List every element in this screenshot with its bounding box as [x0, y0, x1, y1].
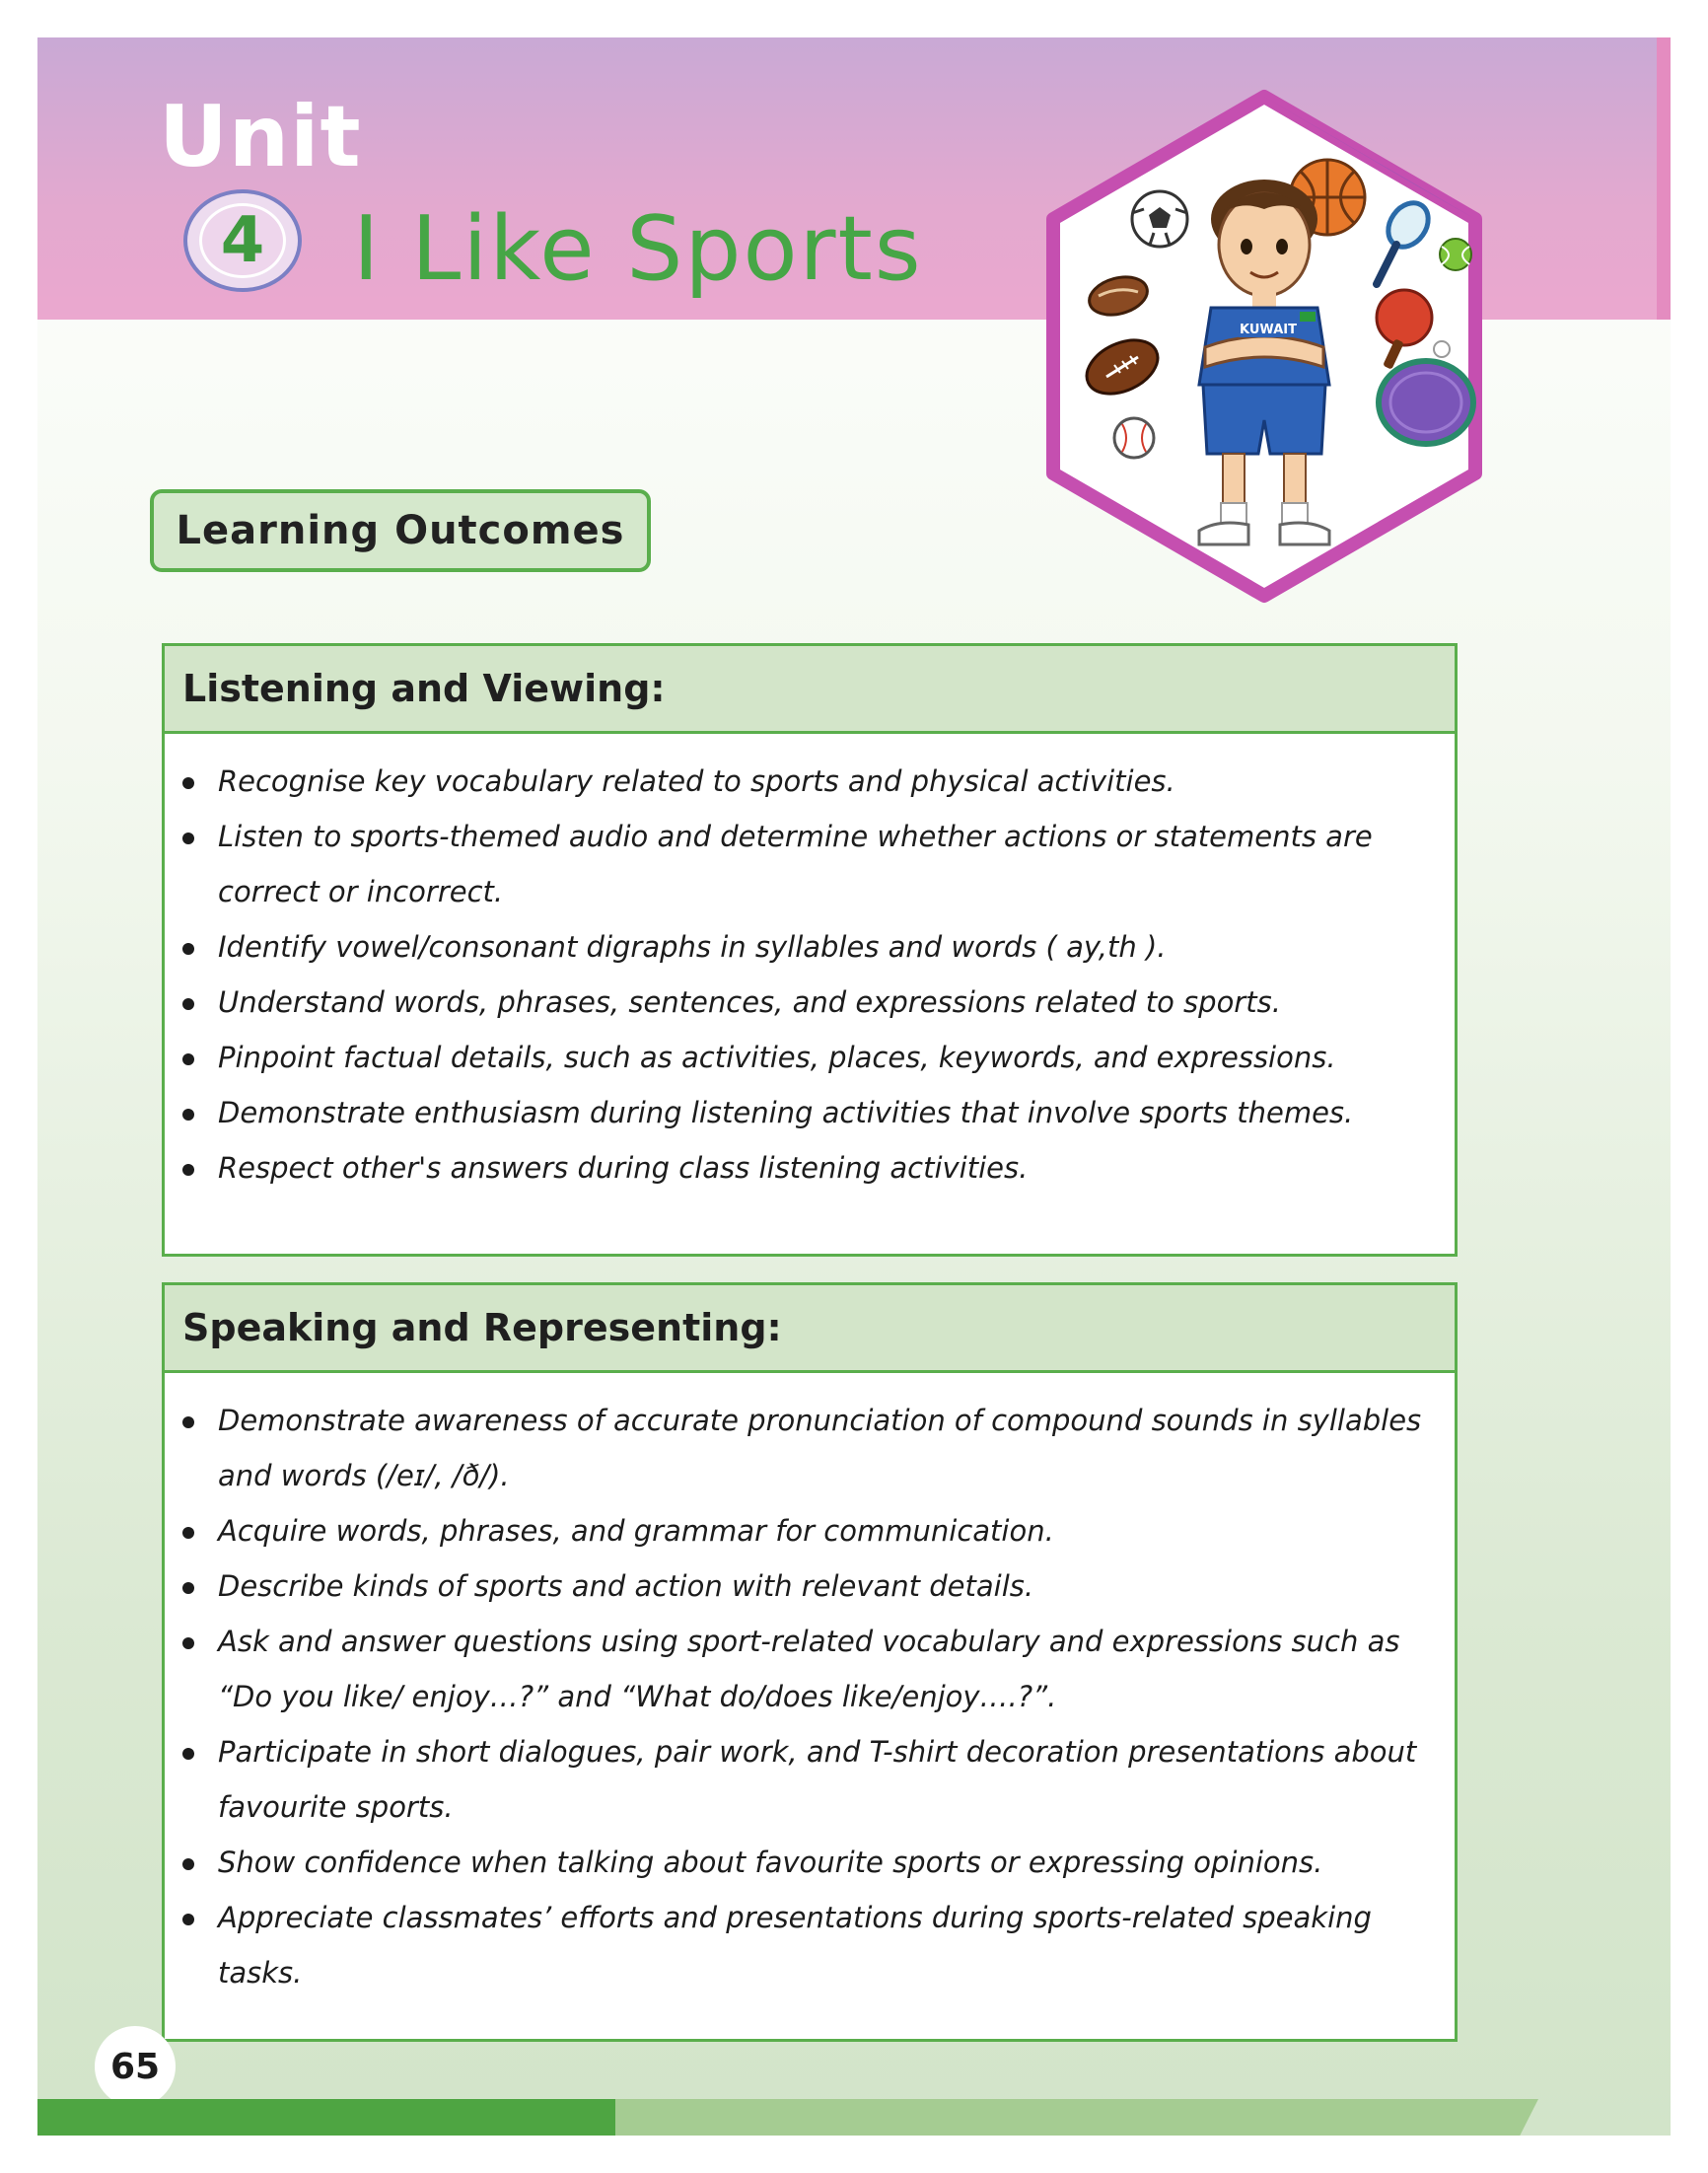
soccer-ball-icon	[1132, 191, 1187, 247]
sports-boy-illustration	[1041, 89, 1487, 604]
list-item: Acquire words, phrases, and grammar for communication.	[182, 1503, 1435, 1558]
list-item: Recognise key vocabulary related to sports and physical activities.	[182, 754, 1435, 809]
baseball-icon	[1114, 418, 1154, 458]
footer-bar-light	[615, 2099, 1538, 2136]
unit-number: 4	[220, 204, 265, 277]
list-item: Respect other's answers during class listening activities.	[182, 1140, 1435, 1195]
list-item: Participate in short dialogues, pair work, and T-shirt decoration presentations about favourite sports.	[182, 1724, 1435, 1835]
listening-list	[165, 734, 1455, 1205]
list-item: Demonstrate awareness of accurate pronunciation of compound sounds in syllables and words (/eɪ/, /ð/).	[182, 1393, 1435, 1503]
list-item: Ask and answer questions using sport-related vocabulary and expressions such as “Do you like/ enjoy…?” and “What do/does like/enjoy….?”.	[182, 1614, 1435, 1724]
frisbee-icon	[1379, 361, 1473, 444]
speaking-list	[165, 1373, 1455, 2010]
list-item: Demonstrate enthusiasm during listening activities that involve sports themes.	[182, 1085, 1435, 1140]
list-item: Show confidence when talking about favourite sports or expressing opinions.	[182, 1835, 1435, 1890]
unit-number-badge	[183, 189, 302, 292]
list-item: Listen to sports-themed audio and determine whether actions or statements are correct or incorrect.	[182, 809, 1435, 919]
list-item: Identify vowel/consonant digraphs in syllables and words ( ay,th ).	[182, 919, 1435, 975]
page-number: 65	[95, 2026, 176, 2107]
list-item: Appreciate classmates’ efforts and presentations during sports-related speaking tasks.	[182, 1890, 1435, 2000]
learning-outcomes-label: Learning Outcomes	[150, 489, 651, 572]
speaking-heading: Speaking and Representing:	[165, 1285, 1455, 1373]
unit-title: I Like Sports	[353, 197, 923, 301]
footer-bar-dark	[37, 2099, 615, 2136]
list-item: Understand words, phrases, sentences, and expressions related to sports.	[182, 975, 1435, 1030]
list-item: Describe kinds of sports and action with relevant details.	[182, 1558, 1435, 1614]
speaking-representing-box	[162, 1282, 1458, 2042]
unit-label: Unit	[159, 88, 362, 186]
tennis-ball-icon	[1440, 239, 1471, 270]
listening-viewing-box	[162, 643, 1458, 1257]
shirt-text: KUWAIT	[1240, 323, 1297, 337]
list-item: Pinpoint factual details, such as activities, places, keywords, and expressions.	[182, 1030, 1435, 1085]
listening-heading: Listening and Viewing:	[165, 646, 1455, 734]
textbook-page	[37, 37, 1671, 2136]
